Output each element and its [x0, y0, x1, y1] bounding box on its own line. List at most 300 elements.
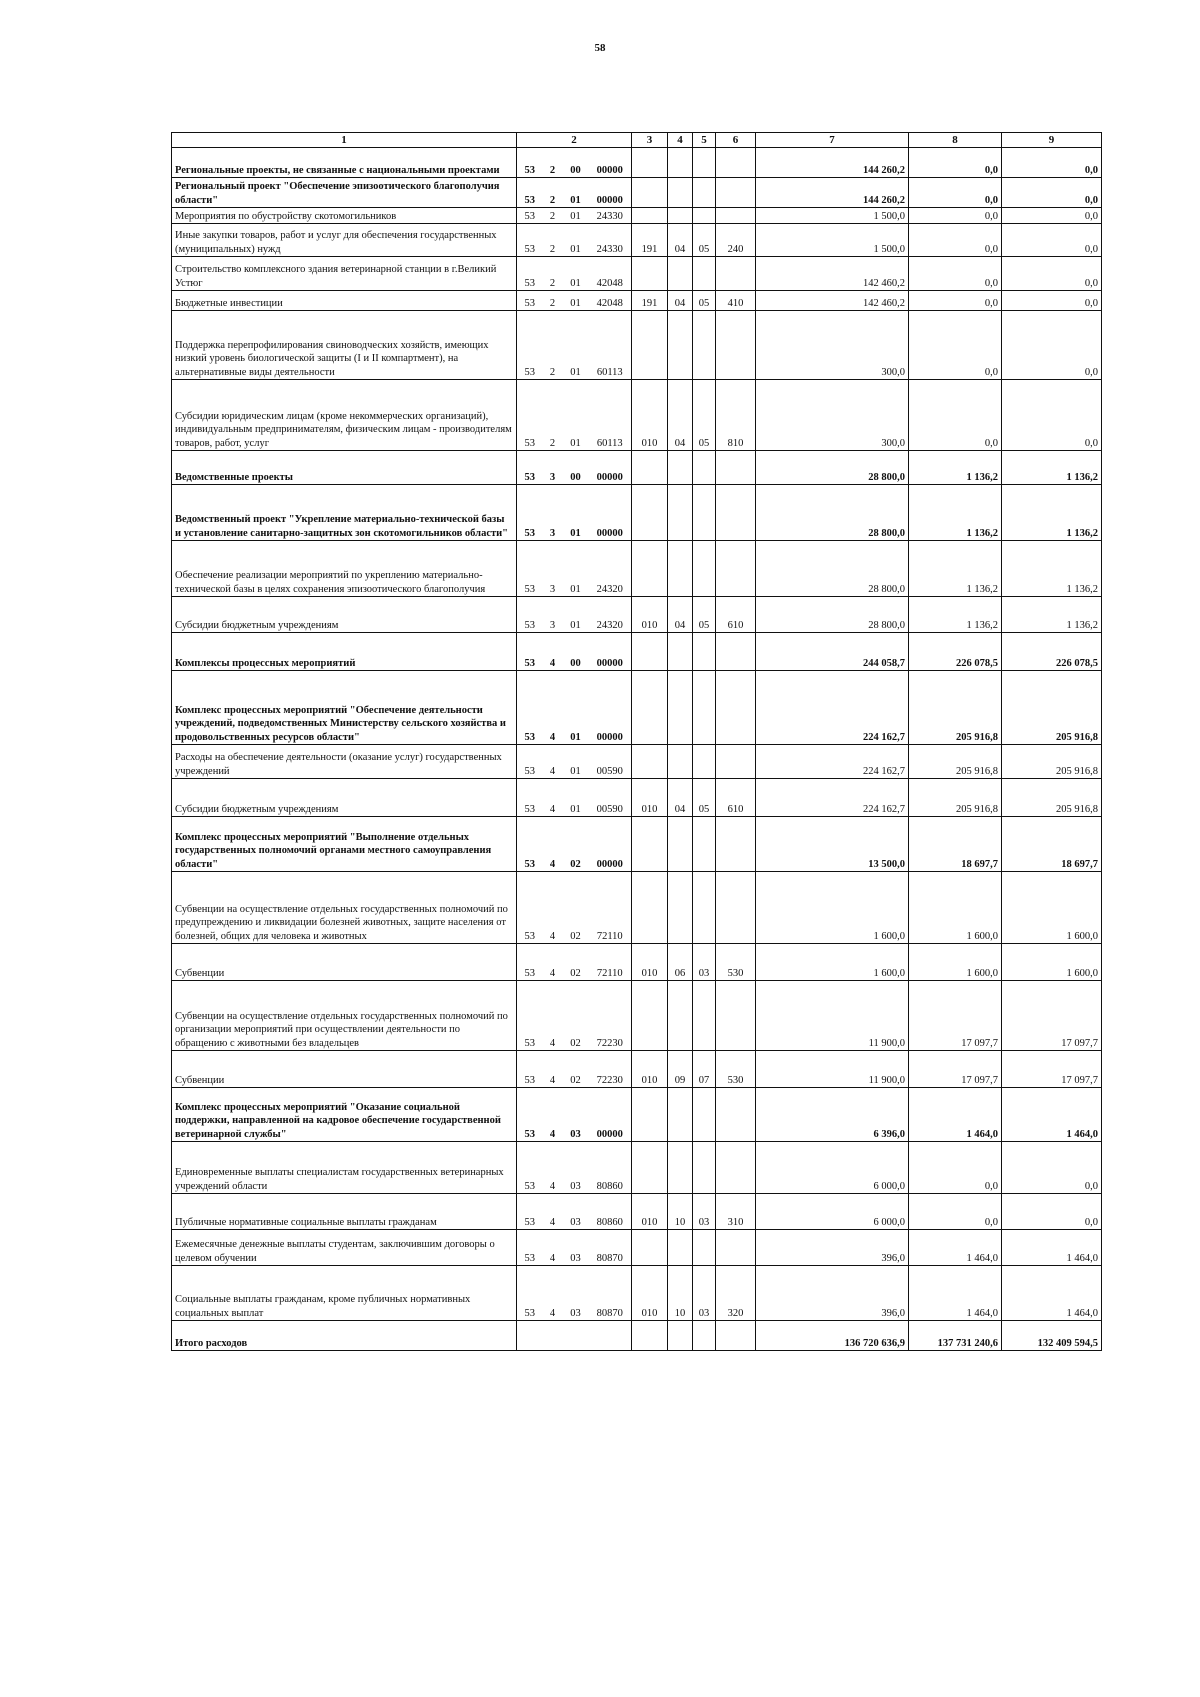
code-subprogram: 3 [543, 597, 563, 633]
code-expense-type: 310 [716, 1194, 756, 1230]
code-direction: 24330 [589, 208, 632, 224]
total-empty-cell [632, 1321, 668, 1351]
code-direction: 00000 [589, 148, 632, 178]
total-empty-cell [716, 1321, 756, 1351]
code-expense-type: 320 [716, 1266, 756, 1321]
amount-col-7: 6 396,0 [756, 1088, 909, 1142]
row-name: Ведомственные проекты [172, 451, 517, 485]
code-section [668, 1230, 693, 1266]
code-section [668, 1142, 693, 1194]
code-program: 53 [517, 633, 543, 671]
amount-col-9: 226 078,5 [1002, 633, 1102, 671]
code-expense-type [716, 1142, 756, 1194]
code-subsection [693, 981, 716, 1051]
code-program: 53 [517, 671, 543, 745]
total-label: Итого расходов [172, 1321, 517, 1351]
code-direction: 80860 [589, 1142, 632, 1194]
amount-col-9: 18 697,7 [1002, 817, 1102, 872]
code-subprogram: 2 [543, 257, 563, 291]
table-row [172, 224, 1102, 257]
amount-col-7: 11 900,0 [756, 981, 909, 1051]
code-project: 01 [563, 671, 589, 745]
row-name: Субвенции на осуществление отдельных государственных полномочий по организации мероприятий при осуществлении деятельности по обращению с животными без владельцев [172, 981, 517, 1051]
row-name: Региональные проекты, не связанные с национальными проектами [172, 148, 517, 178]
table-row [172, 1194, 1102, 1230]
row-name: Субвенции на осуществление отдельных государственных полномочий по предупреждению и ликвидации болезней животных, защите населения от болезней, общих для человека и животных [172, 872, 517, 944]
code-expense-type: 810 [716, 380, 756, 451]
code-project: 01 [563, 745, 589, 779]
code-expense-type [716, 485, 756, 541]
amount-col-8: 1 464,0 [909, 1088, 1002, 1142]
amount-col-7: 244 058,7 [756, 633, 909, 671]
code-expense-type: 610 [716, 597, 756, 633]
code-direction: 42048 [589, 291, 632, 311]
code-direction: 24320 [589, 541, 632, 597]
code-direction: 00590 [589, 779, 632, 817]
amount-col-7: 11 900,0 [756, 1051, 909, 1088]
amount-col-7: 300,0 [756, 311, 909, 380]
code-expense-type [716, 257, 756, 291]
amount-col-9: 1 136,2 [1002, 541, 1102, 597]
amount-col-8: 0,0 [909, 1142, 1002, 1194]
amount-col-7: 28 800,0 [756, 541, 909, 597]
code-subsection [693, 208, 716, 224]
amount-col-8: 17 097,7 [909, 981, 1002, 1051]
header-col-9: 9 [1002, 133, 1102, 148]
code-ministry [632, 311, 668, 380]
code-section [668, 817, 693, 872]
code-project: 03 [563, 1142, 589, 1194]
code-subprogram: 3 [543, 541, 563, 597]
code-project: 01 [563, 485, 589, 541]
amount-col-8: 1 464,0 [909, 1230, 1002, 1266]
total-empty-cell [668, 1321, 693, 1351]
code-section [668, 1088, 693, 1142]
code-expense-type [716, 745, 756, 779]
code-direction: 60113 [589, 380, 632, 451]
code-subsection: 05 [693, 291, 716, 311]
code-ministry: 010 [632, 944, 668, 981]
amount-col-7: 1 500,0 [756, 208, 909, 224]
code-subsection [693, 671, 716, 745]
code-subsection: 03 [693, 944, 716, 981]
code-subsection [693, 872, 716, 944]
code-direction: 00000 [589, 1088, 632, 1142]
code-ministry [632, 1088, 668, 1142]
code-subsection [693, 745, 716, 779]
code-expense-type: 530 [716, 944, 756, 981]
row-name: Субвенции [172, 1051, 517, 1088]
code-project: 01 [563, 380, 589, 451]
table-row [172, 541, 1102, 597]
code-section: 04 [668, 380, 693, 451]
code-project: 01 [563, 597, 589, 633]
code-direction: 80870 [589, 1230, 632, 1266]
row-name: Ежемесячные денежные выплаты студентам, заключившим договоры о целевом обучении [172, 1230, 517, 1266]
code-program: 53 [517, 485, 543, 541]
amount-col-9: 1 464,0 [1002, 1266, 1102, 1321]
code-section: 04 [668, 291, 693, 311]
code-project: 01 [563, 541, 589, 597]
amount-col-8: 0,0 [909, 311, 1002, 380]
code-expense-type [716, 1230, 756, 1266]
code-subprogram: 4 [543, 633, 563, 671]
code-subsection: 05 [693, 224, 716, 257]
code-section [668, 745, 693, 779]
table-row [172, 745, 1102, 779]
code-ministry [632, 485, 668, 541]
code-subsection [693, 451, 716, 485]
code-program: 53 [517, 1230, 543, 1266]
code-expense-type [716, 541, 756, 597]
code-ministry: 010 [632, 1266, 668, 1321]
code-section [668, 872, 693, 944]
code-section [668, 208, 693, 224]
code-program: 53 [517, 1194, 543, 1230]
amount-col-9: 1 136,2 [1002, 597, 1102, 633]
table-row [172, 291, 1102, 311]
amount-col-7: 28 800,0 [756, 451, 909, 485]
code-direction: 42048 [589, 257, 632, 291]
code-program: 53 [517, 380, 543, 451]
row-name: Комплекс процессных мероприятий "Выполнение отдельных государственных полномочий органами местного самоуправления области" [172, 817, 517, 872]
code-direction: 00590 [589, 745, 632, 779]
code-ministry [632, 745, 668, 779]
code-program: 53 [517, 257, 543, 291]
code-program: 53 [517, 817, 543, 872]
code-expense-type: 410 [716, 291, 756, 311]
code-section: 10 [668, 1194, 693, 1230]
amount-col-9: 1 600,0 [1002, 872, 1102, 944]
amount-col-8: 1 136,2 [909, 541, 1002, 597]
code-subprogram: 4 [543, 1088, 563, 1142]
amount-col-8: 17 097,7 [909, 1051, 1002, 1088]
amount-col-7: 144 260,2 [756, 148, 909, 178]
table-row [172, 633, 1102, 671]
code-subprogram: 2 [543, 380, 563, 451]
code-section: 09 [668, 1051, 693, 1088]
amount-col-9: 1 600,0 [1002, 944, 1102, 981]
amount-col-8: 0,0 [909, 380, 1002, 451]
header-col-3: 3 [632, 133, 668, 148]
amount-col-8: 0,0 [909, 224, 1002, 257]
code-project: 00 [563, 451, 589, 485]
code-section [668, 671, 693, 745]
code-subsection [693, 1230, 716, 1266]
code-direction: 00000 [589, 633, 632, 671]
code-ministry [632, 817, 668, 872]
code-direction: 72230 [589, 981, 632, 1051]
code-expense-type [716, 451, 756, 485]
amount-col-8: 1 464,0 [909, 1266, 1002, 1321]
row-name: Субсидии бюджетным учреждениям [172, 597, 517, 633]
amount-col-9: 205 916,8 [1002, 745, 1102, 779]
row-name: Региональный проект "Обеспечение эпизоотического благополучия области" [172, 178, 517, 208]
code-subprogram: 4 [543, 817, 563, 872]
code-ministry [632, 633, 668, 671]
code-project: 03 [563, 1230, 589, 1266]
amount-col-8: 0,0 [909, 148, 1002, 178]
code-subsection [693, 817, 716, 872]
code-ministry: 010 [632, 380, 668, 451]
code-subsection: 05 [693, 597, 716, 633]
code-section [668, 178, 693, 208]
code-subprogram: 4 [543, 1194, 563, 1230]
total-code-empty [517, 1321, 632, 1351]
code-subsection [693, 485, 716, 541]
table-row [172, 944, 1102, 981]
table-row [172, 872, 1102, 944]
code-program: 53 [517, 224, 543, 257]
amount-col-8: 18 697,7 [909, 817, 1002, 872]
code-project: 03 [563, 1088, 589, 1142]
amount-col-7: 300,0 [756, 380, 909, 451]
amount-col-7: 224 162,7 [756, 745, 909, 779]
code-program: 53 [517, 311, 543, 380]
code-ministry: 010 [632, 779, 668, 817]
code-subsection [693, 633, 716, 671]
code-subprogram: 4 [543, 981, 563, 1051]
budget-table [171, 132, 1102, 1351]
code-ministry: 191 [632, 224, 668, 257]
code-program: 53 [517, 779, 543, 817]
code-direction: 72110 [589, 944, 632, 981]
table-row [172, 178, 1102, 208]
code-subprogram: 4 [543, 1051, 563, 1088]
table-row [172, 779, 1102, 817]
code-section [668, 633, 693, 671]
code-direction: 72230 [589, 1051, 632, 1088]
code-section: 06 [668, 944, 693, 981]
amount-col-8: 0,0 [909, 291, 1002, 311]
code-program: 53 [517, 208, 543, 224]
code-direction: 00000 [589, 485, 632, 541]
code-direction: 00000 [589, 451, 632, 485]
code-ministry [632, 257, 668, 291]
row-name: Субвенции [172, 944, 517, 981]
code-section [668, 981, 693, 1051]
code-project: 00 [563, 148, 589, 178]
code-direction: 00000 [589, 817, 632, 872]
amount-col-9: 0,0 [1002, 1142, 1102, 1194]
code-ministry [632, 1142, 668, 1194]
code-direction: 00000 [589, 178, 632, 208]
code-expense-type [716, 208, 756, 224]
code-project: 03 [563, 1194, 589, 1230]
code-subsection: 03 [693, 1266, 716, 1321]
code-subsection [693, 1142, 716, 1194]
amount-col-9: 0,0 [1002, 178, 1102, 208]
amount-col-9: 0,0 [1002, 224, 1102, 257]
code-program: 53 [517, 597, 543, 633]
table-body [172, 148, 1102, 1351]
code-ministry [632, 148, 668, 178]
amount-col-9: 0,0 [1002, 208, 1102, 224]
code-project: 02 [563, 944, 589, 981]
header-row [172, 133, 1102, 148]
header-col-1: 1 [172, 133, 517, 148]
code-subprogram: 4 [543, 745, 563, 779]
code-subsection [693, 541, 716, 597]
amount-col-9: 1 136,2 [1002, 485, 1102, 541]
amount-col-8: 0,0 [909, 178, 1002, 208]
code-section [668, 485, 693, 541]
amount-col-7: 142 460,2 [756, 291, 909, 311]
code-project: 02 [563, 981, 589, 1051]
code-subsection: 05 [693, 779, 716, 817]
row-name: Ведомственный проект "Укрепление материально-технической базы и установление санитарно-защитных зон скотомогильников области" [172, 485, 517, 541]
code-project: 01 [563, 257, 589, 291]
table-row [172, 981, 1102, 1051]
code-section: 04 [668, 779, 693, 817]
table-row [172, 451, 1102, 485]
code-ministry: 010 [632, 597, 668, 633]
code-direction: 24320 [589, 597, 632, 633]
code-project: 02 [563, 817, 589, 872]
code-project: 01 [563, 208, 589, 224]
amount-col-9: 205 916,8 [1002, 671, 1102, 745]
table-row [172, 817, 1102, 872]
amount-col-8: 1 136,2 [909, 485, 1002, 541]
code-ministry [632, 671, 668, 745]
amount-col-7: 13 500,0 [756, 817, 909, 872]
code-section [668, 311, 693, 380]
code-subsection [693, 178, 716, 208]
code-subsection [693, 257, 716, 291]
code-program: 53 [517, 872, 543, 944]
code-expense-type: 610 [716, 779, 756, 817]
amount-col-9: 1 136,2 [1002, 451, 1102, 485]
code-subprogram: 4 [543, 1142, 563, 1194]
amount-col-9: 17 097,7 [1002, 981, 1102, 1051]
table-row [172, 208, 1102, 224]
amount-col-9: 0,0 [1002, 311, 1102, 380]
code-subprogram: 4 [543, 779, 563, 817]
code-subprogram: 2 [543, 311, 563, 380]
table-row [172, 311, 1102, 380]
code-ministry: 191 [632, 291, 668, 311]
amount-col-8: 226 078,5 [909, 633, 1002, 671]
table-row [172, 671, 1102, 745]
code-expense-type [716, 148, 756, 178]
code-ministry [632, 208, 668, 224]
code-expense-type [716, 633, 756, 671]
code-project: 01 [563, 779, 589, 817]
code-subsection [693, 311, 716, 380]
amount-col-7: 396,0 [756, 1230, 909, 1266]
amount-col-7: 28 800,0 [756, 597, 909, 633]
table-row [172, 485, 1102, 541]
amount-col-7: 144 260,2 [756, 178, 909, 208]
code-section: 10 [668, 1266, 693, 1321]
header-col-2: 2 [517, 133, 632, 148]
code-subprogram: 2 [543, 208, 563, 224]
code-expense-type: 240 [716, 224, 756, 257]
code-expense-type [716, 817, 756, 872]
code-program: 53 [517, 451, 543, 485]
row-name: Комплексы процессных мероприятий [172, 633, 517, 671]
table-row [172, 1266, 1102, 1321]
table-row [172, 597, 1102, 633]
code-expense-type [716, 178, 756, 208]
row-name: Субсидии бюджетным учреждениям [172, 779, 517, 817]
code-direction: 60113 [589, 311, 632, 380]
code-subsection [693, 148, 716, 178]
code-subprogram: 4 [543, 1266, 563, 1321]
row-name: Комплекс процессных мероприятий "Оказание социальной поддержки, направленной на кадровое обеспечение государственной ветеринарной службы" [172, 1088, 517, 1142]
code-expense-type [716, 872, 756, 944]
code-subprogram: 4 [543, 671, 563, 745]
amount-col-8: 205 916,8 [909, 779, 1002, 817]
code-subprogram: 4 [543, 1230, 563, 1266]
amount-col-7: 224 162,7 [756, 671, 909, 745]
code-ministry [632, 541, 668, 597]
code-subprogram: 2 [543, 148, 563, 178]
amount-col-9: 0,0 [1002, 291, 1102, 311]
total-amount-col-8: 137 731 240,6 [909, 1321, 1002, 1351]
code-project: 01 [563, 178, 589, 208]
amount-col-9: 0,0 [1002, 148, 1102, 178]
code-direction: 00000 [589, 671, 632, 745]
code-section: 04 [668, 597, 693, 633]
amount-col-8: 1 136,2 [909, 597, 1002, 633]
code-program: 53 [517, 541, 543, 597]
row-name: Расходы на обеспечение деятельности (оказание услуг) государственных учреждений [172, 745, 517, 779]
code-program: 53 [517, 178, 543, 208]
page-number: 58 [594, 42, 606, 54]
code-program: 53 [517, 944, 543, 981]
code-expense-type [716, 1088, 756, 1142]
code-subprogram: 4 [543, 872, 563, 944]
table-row [172, 1142, 1102, 1194]
table-row [172, 1230, 1102, 1266]
code-program: 53 [517, 1142, 543, 1194]
code-project: 03 [563, 1266, 589, 1321]
table-row [172, 1051, 1102, 1088]
code-expense-type [716, 311, 756, 380]
code-ministry: 010 [632, 1051, 668, 1088]
code-program: 53 [517, 1051, 543, 1088]
table-row [172, 1088, 1102, 1142]
code-program: 53 [517, 981, 543, 1051]
amount-col-7: 224 162,7 [756, 779, 909, 817]
code-subprogram: 3 [543, 451, 563, 485]
code-project: 02 [563, 872, 589, 944]
code-ministry [632, 981, 668, 1051]
code-program: 53 [517, 148, 543, 178]
code-subsection [693, 1088, 716, 1142]
amount-col-9: 1 464,0 [1002, 1088, 1102, 1142]
code-section [668, 541, 693, 597]
amount-col-9: 205 916,8 [1002, 779, 1102, 817]
header-col-8: 8 [909, 133, 1002, 148]
amount-col-7: 6 000,0 [756, 1194, 909, 1230]
row-name: Единовременные выплаты специалистам государственных ветеринарных учреждений области [172, 1142, 517, 1194]
amount-col-8: 0,0 [909, 208, 1002, 224]
code-program: 53 [517, 745, 543, 779]
code-section [668, 451, 693, 485]
code-direction: 80870 [589, 1266, 632, 1321]
code-ministry [632, 451, 668, 485]
row-name: Субсидии юридическим лицам (кроме некоммерческих организаций), индивидуальным предпринимателям, физическим лицам - производителям товаров, работ, услуг [172, 380, 517, 451]
code-project: 01 [563, 291, 589, 311]
row-name: Поддержка перепрофилирования свиноводческих хозяйств, имеющих низкий уровень биологической защиты (I и II компартмент), на альтернативные виды деятельности [172, 311, 517, 380]
amount-col-8: 205 916,8 [909, 671, 1002, 745]
amount-col-9: 0,0 [1002, 1194, 1102, 1230]
code-ministry [632, 178, 668, 208]
amount-col-8: 0,0 [909, 257, 1002, 291]
total-row [172, 1321, 1102, 1351]
